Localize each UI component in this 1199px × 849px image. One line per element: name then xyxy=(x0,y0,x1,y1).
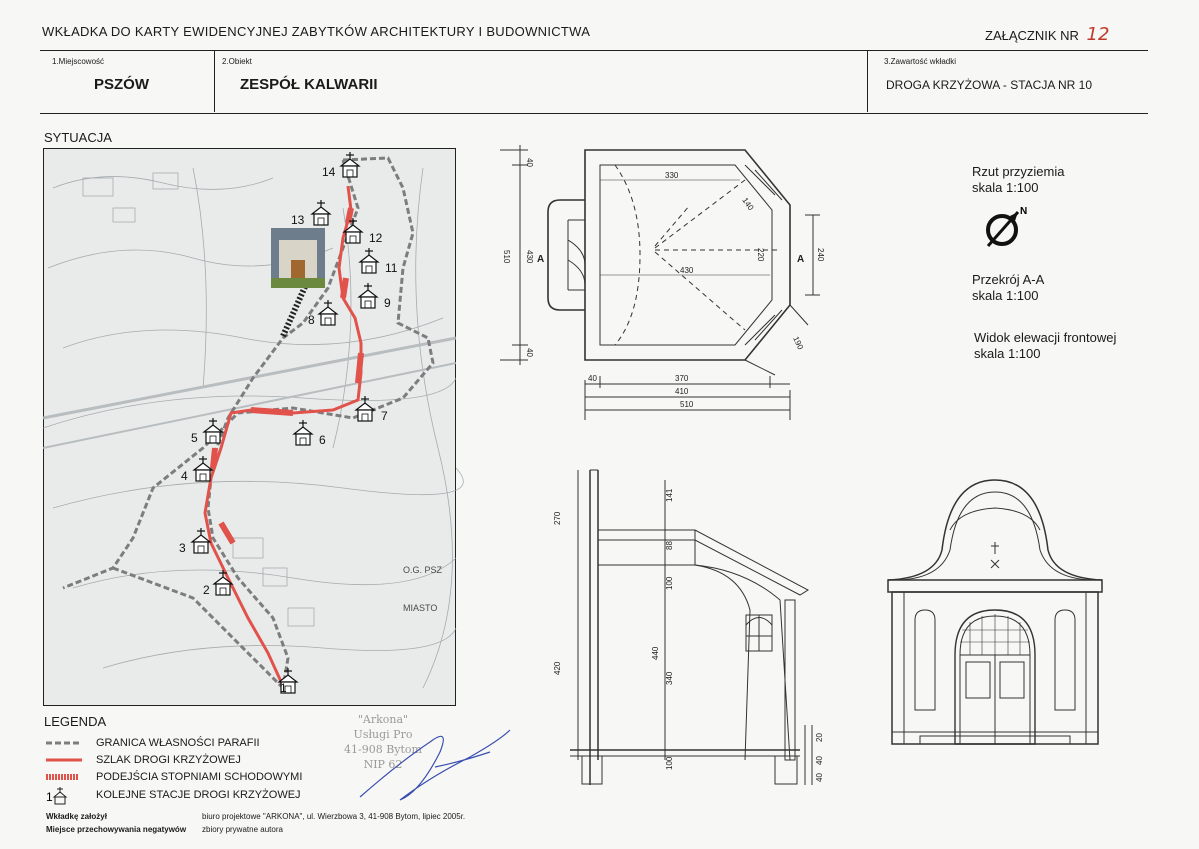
cell-label-object: 2.Obiekt xyxy=(222,57,252,66)
legend-chapel-symbol xyxy=(46,785,90,805)
legend-stairs-symbol xyxy=(46,773,90,781)
table-divider xyxy=(867,50,868,112)
legend-station-number: 1 xyxy=(46,790,53,804)
dim: 100 xyxy=(665,576,674,590)
dim: 20 xyxy=(815,733,824,742)
dim: 40 xyxy=(525,158,534,167)
cell-label-content: 3.Zawartość wkładki xyxy=(884,57,957,66)
stamp-line: NIP 62 xyxy=(363,758,403,771)
station-number: 5 xyxy=(191,431,198,445)
legend-item xyxy=(46,785,302,805)
dim: 370 xyxy=(675,374,689,383)
station-number: 8 xyxy=(308,313,315,327)
dim: 330 xyxy=(665,171,679,180)
dim: 410 xyxy=(675,387,689,396)
legend-text: PODEJŚCIA STOPNIAMI SCHODOWYMI xyxy=(96,770,303,783)
dim: 141 xyxy=(665,488,674,502)
stamp-line: "Arkona" xyxy=(357,713,409,726)
dim: 40 xyxy=(815,756,824,765)
dim: 40 xyxy=(525,348,534,357)
legend xyxy=(46,734,302,805)
attachment-label-text: ZAŁĄCZNIK NR xyxy=(985,28,1079,43)
card-title: WKŁADKA DO KARTY EWIDENCYJNEJ ZABYTKÓW ARCHITEKTURY I BUDOWNICTWA xyxy=(42,24,591,39)
front-elevation xyxy=(880,470,1110,760)
table-divider xyxy=(214,50,215,112)
section-marker: A xyxy=(537,254,545,265)
legend-item xyxy=(46,751,302,768)
station-number: 3 xyxy=(179,541,186,555)
dim: 88 xyxy=(665,541,674,550)
elevation-caption xyxy=(974,330,1116,362)
plan-caption xyxy=(972,164,1064,196)
stamp-line: Usługi Pro xyxy=(353,728,413,741)
legend-item xyxy=(46,734,302,751)
footer-negatives-text: zbiory prywatne autora xyxy=(202,825,283,834)
cross-section xyxy=(550,460,824,790)
section-marker: A xyxy=(797,254,805,265)
north-arrow-icon xyxy=(982,202,1032,252)
dim: 340 xyxy=(665,671,674,685)
section-title: Przekrój A-A xyxy=(972,272,1045,287)
floor-plan xyxy=(490,140,835,425)
map-label-og: O.G. PSZ xyxy=(403,565,443,575)
situation-map xyxy=(43,148,456,706)
legend-dashed-symbol xyxy=(46,739,90,747)
footer-label-author: Wkładkę założył xyxy=(46,812,107,821)
dim: 220 xyxy=(756,248,765,262)
legend-item xyxy=(46,768,302,785)
situation-title: SYTUACJA xyxy=(44,130,112,145)
station-number: 4 xyxy=(181,469,188,483)
dim: 440 xyxy=(651,646,660,660)
station-number: 6 xyxy=(319,433,326,447)
plan-scale: skala 1:100 xyxy=(972,180,1039,195)
elevation-title: Widok elewacji frontowej xyxy=(974,330,1117,345)
object-value: ZESPÓŁ KALWARII xyxy=(240,76,378,93)
legend-title: LEGENDA xyxy=(44,714,107,729)
locality-value: PSZÓW xyxy=(94,76,149,93)
legend-text: SZLAK DROGI KRZYŻOWEJ xyxy=(96,753,241,766)
dim: 430 xyxy=(525,250,534,264)
station-number: 9 xyxy=(384,296,391,310)
dim: 100 xyxy=(665,756,674,770)
dim: 40 xyxy=(588,374,597,383)
north-label: N xyxy=(1020,206,1028,217)
map-label-miasto: MIASTO xyxy=(403,603,438,613)
footer-label-negatives: Miejsce przechowywania negatywów xyxy=(46,825,187,834)
cell-label-locality: 1.Miejscowość xyxy=(52,57,105,66)
station-number: 14 xyxy=(322,165,336,179)
legend-text: KOLEJNE STACJE DROGI KRZYŻOWEJ xyxy=(96,789,301,801)
dim: 510 xyxy=(680,400,694,409)
chapel-photo xyxy=(271,228,325,288)
content-value: DROGA KRZYŻOWA - STACJA NR 10 xyxy=(886,78,1093,92)
plan-title: Rzut przyziemia xyxy=(972,164,1065,179)
legend-red-line-symbol xyxy=(46,756,90,764)
dim: 510 xyxy=(502,250,511,264)
section-caption xyxy=(972,272,1044,304)
legend-text: GRANICA WŁASNOŚCI PARAFII xyxy=(96,736,260,749)
attachment-number: 12 xyxy=(1086,24,1110,45)
station-number: 13 xyxy=(291,213,305,227)
dim: 430 xyxy=(680,266,694,275)
section-scale: skala 1:100 xyxy=(972,288,1039,303)
dim: 40 xyxy=(815,773,824,782)
dim: 270 xyxy=(553,511,562,525)
dim: 240 xyxy=(816,248,825,262)
station-number: 1 xyxy=(280,681,287,695)
footer-author-text: biuro projektowe "ARKONA", ul. Wierzbowa 3, 41-908 Bytom, lipiec 2005r. xyxy=(202,812,466,821)
station-number: 2 xyxy=(203,583,210,597)
dim: 190 xyxy=(791,335,805,351)
station-number: 7 xyxy=(381,409,388,423)
station-number: 12 xyxy=(369,231,383,245)
dim: 140 xyxy=(740,195,756,213)
station-number: 11 xyxy=(385,261,398,275)
elevation-scale: skala 1:100 xyxy=(974,346,1041,361)
attachment-label xyxy=(985,24,1109,45)
dim: 420 xyxy=(553,661,562,675)
signature xyxy=(340,722,520,807)
stamp-line: 41-908 Bytom xyxy=(344,743,422,756)
